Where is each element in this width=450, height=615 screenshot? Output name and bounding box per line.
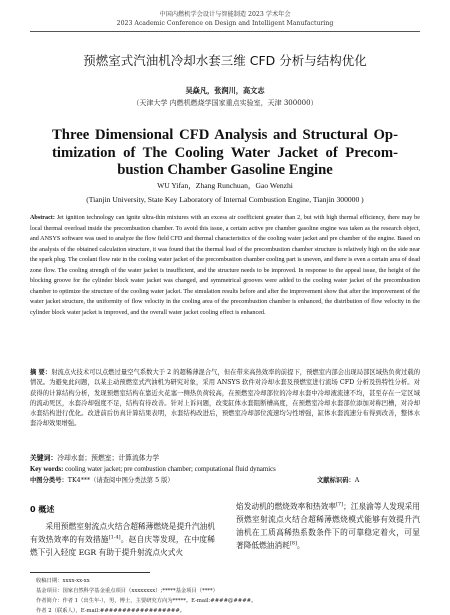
body-right-text-1: 焰发动机的燃烧效率和热效率 [236, 502, 336, 511]
footnote-divider [30, 572, 150, 573]
clc-number [30, 476, 174, 486]
en-title-line-2: timization of The Cooling Water Jacket of Precom- [52, 144, 398, 161]
en-title-line-1: Three Dimensional CFD Analysis and Structural Op- [52, 127, 398, 143]
body-left-text-1: 采用预燃室射流点火结合超稀薄燃烧是提升汽油机有效热效率的有效措施 [30, 522, 215, 544]
body-column-right [236, 500, 420, 552]
body-column-left [30, 520, 215, 559]
abstract-cn-label: 摘 要： [30, 369, 52, 376]
citation-ref: [8] [289, 540, 297, 547]
abstract-en-text: Jet ignition technology can ignite ultra-thin mixtures with an excess air coefficient greater than 2, but with high thermal efficiency, there may be local thermal overload inside the precombustion chamber. To avoid this issue, a certain active pre chamber gasoline engine was taken as the research object, and ANSYS software was used to analyze the flow field CFD and thermal characteristics of the cooling water jacket and pre chamber of the engine. Based on the analysis of the obtained calculation structure, it was found that the thermal load of the precombustion chamber structure is relatively high on the side near the spark plug. The coolant flow rate in the cooling water jacket of the precombustion chamber cooling part is uneven, and there is even a certain area of dead zone flow. The cooling strength of the water jacket is insufficient, and the structure needs to be improved. In response to the appeal issue, the height of the blocking groove for the cylinder block water jacket was changed, and symmetrical grooves were added to the cooling water jacket of the precombustion chamber to optimize the structure of the cooling water jacket. The simulation results before and after the improvement show that after the improvement of the water jacket structure, the uniformity of flow velocity in the cooling area of the precombustion chamber is enhanced, the distribution of flow velocity in the cylinder block water jacket is improved, and the overall water jacket cooling effect is enhanced. [30, 215, 420, 316]
keywords-cn-label: 关键词： [30, 454, 58, 462]
body-right-text-3: 。 [296, 541, 305, 550]
en-affiliation: (Tianjin University, State Key Laboratory of Internal Combustion Engine, Tianjin 300000 ) [86, 195, 364, 204]
keywords-en-text: cooling water jacket; pre combustion chamber; computational fluid dynamics [65, 466, 276, 473]
abstract-en [30, 213, 420, 318]
keywords-cn [30, 453, 420, 463]
cn-authors: 吴焱凡，张润川，高文志 [185, 86, 265, 95]
keywords-en [30, 465, 420, 475]
clc-label: 中图分类号： [30, 477, 68, 484]
abstract-cn-text: 射流点火技术可以点燃过量空气系数大于 2 的超稀薄混合气，但在带来高热效率的前提下，预燃室内部会出现局部区域热负荷过载的情况。为避免此问题，以某主动预燃室式汽油机为研究对象，采用 ANSYS 软件对冷却水套及预燃室进行流场 CFD 分析及热特性分析。对获得的计算结构分析，发现预燃室结构在靠近火花塞一侧热负荷较高，在预燃室冷却部位的冷却水套中冷却液流速不均，甚至存在一定区域的流动死区，水套冷却强度不足，结构有待改善。针对上诉问题，改变缸体水套阻断槽高度，在预燃室冷却水套部位添加对称凹槽，对冷却水套结构进行优化。改进前后仿真计算结果表明，水套结构改进后，预燃室冷却部位流速均匀性增强，缸体水套流速分布得到改善，整体水套冷却效果增强。 [30, 369, 420, 428]
body-left-text-2: 。赵自庆等发现，在中度稀燃下引入轻度 EGR 有助于提升射流点火式火 [30, 535, 215, 557]
keywords-en-label: Key words: [30, 466, 64, 473]
document-code-label: 文献标识码： [317, 477, 355, 484]
clc-value: TK4***（请查阅中图分类法第 5 版） [67, 477, 174, 484]
document-code-value: A [354, 477, 360, 484]
header-divider [30, 31, 420, 32]
document-code [317, 476, 359, 486]
footnote-received: 收稿日期：xxxx-xx-xx [36, 578, 90, 584]
footnote-fund: 基金项目：国家自然科学基金重点项目（xxxxxxxx）;*****基金项目（****） [36, 588, 218, 594]
classification-line [30, 476, 420, 486]
citation-ref: [7] [335, 501, 344, 508]
abstract-en-label: Abstract: [30, 215, 55, 221]
citation-ref: [1-4] [108, 534, 121, 541]
en-authors: WU Yifan，Zhang Runchuan，Gao Wenzhi [157, 181, 293, 190]
abstract-cn [30, 368, 420, 430]
en-title [52, 127, 398, 180]
header-line-cn: 中国内燃机学会设计与智能制造 2023 学术年会 [159, 11, 291, 18]
body-right-text-2: ；江泉渝等人发现采用预燃室射流点火结合超稀薄燃烧模式能够有效提升汽油机在工质高稀热系数条件下的可靠稳定着火，可显著降低燃油消耗 [236, 502, 420, 550]
running-header [0, 11, 450, 28]
header-line-en: 2023 Academic Conference on Design and Intelligent Manufacturing [116, 19, 334, 27]
keywords-cn-text: 冷却水套；预燃室；计算流体力学 [57, 454, 160, 462]
en-title-line-3: bustion Chamber Gasoline Engine [117, 162, 333, 178]
footnote-author-2: 作者 2（联系人），E-mail:##################。 [36, 608, 186, 614]
section-heading: 0 概述 [30, 505, 55, 514]
cn-title: 预燃室式汽油机冷却水套三维 CFD 分析与结构优化 [83, 53, 367, 68]
cn-affiliation: （天津大学 内燃机燃烧学国家重点实验室，天津 300000） [132, 99, 318, 107]
footnote-author-1: 作者简介：作者 1（出生年-），男，博士，主要研究方向为*****。E-mail:####@####。 [36, 598, 257, 604]
